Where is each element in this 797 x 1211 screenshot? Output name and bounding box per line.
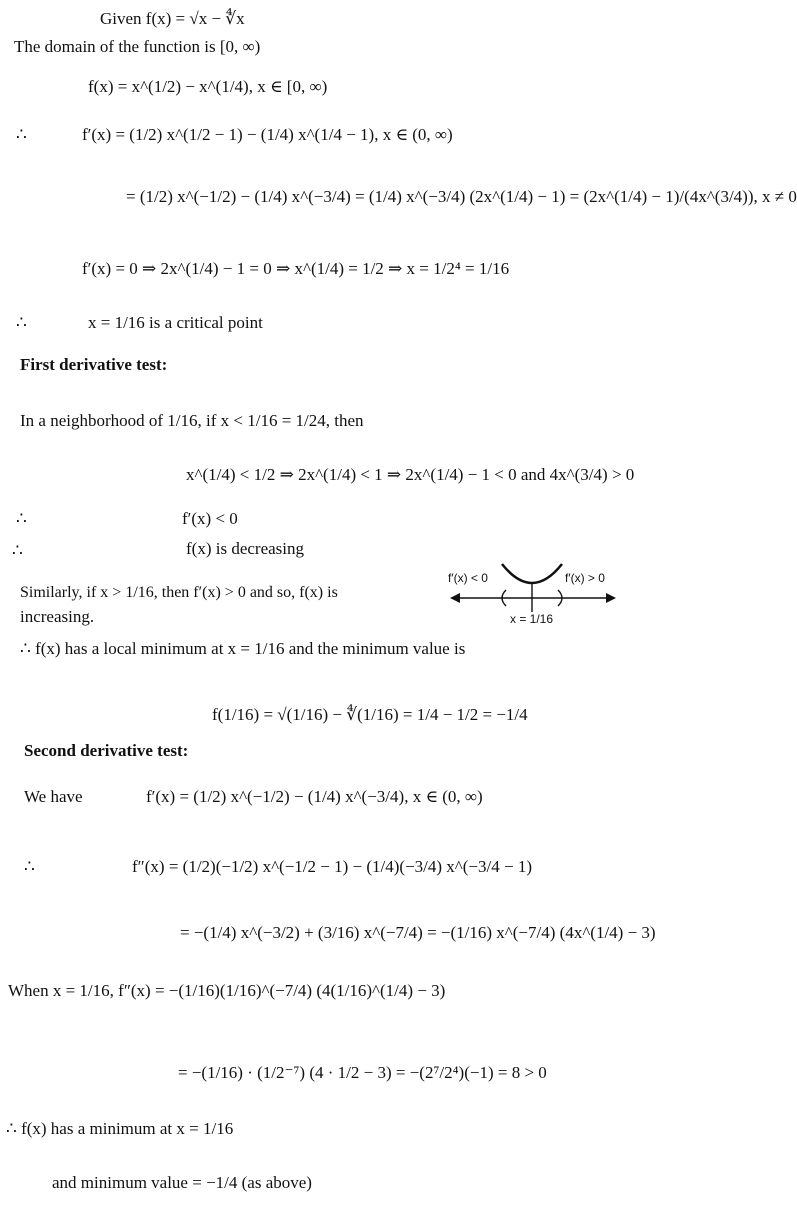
therefore-symbol: ∴ <box>16 125 27 144</box>
therefore-symbol-3: ∴ <box>16 509 27 528</box>
f-prime-line-1: f′(x) = (1/2) x^(1/2 − 1) − (1/4) x^(1/4 − 1), x ∈ (0, ∞) <box>82 125 453 144</box>
we-have-label: We have <box>24 787 83 806</box>
curve-shape <box>502 564 562 583</box>
fprime-negative-line: f′(x) < 0 <box>182 509 238 528</box>
domain-line: The domain of the function is [0, ∞) <box>14 37 261 56</box>
given-line: Given f(x) = √x − ∜x <box>100 9 245 28</box>
therefore-symbol-2: ∴ <box>16 313 27 332</box>
f-double-prime-line-2: = −(1/4) x^(−3/2) + (3/16) x^(−7/4) = −(1/16) x^(−7/4) (4x^(1/4) − 3) <box>180 923 656 942</box>
therefore-symbol-4: ∴ <box>12 541 23 560</box>
f-double-prime-line-1: f″(x) = (1/2)(−1/2) x^(−1/2 − 1) − (1/4)(−3/4) x^(−3/4 − 1) <box>132 857 532 876</box>
diagram-right-label: f′(x) > 0 <box>565 571 605 585</box>
decreasing-line: f(x) is decreasing <box>186 539 305 558</box>
f-prime-zero-line: f′(x) = 0 ⇒ 2x^(1/4) − 1 = 0 ⇒ x^(1/4) = 1/2 ⇒ x = 1/2⁴ = 1/16 <box>82 259 510 278</box>
when-line: When x = 1/16, f″(x) = −(1/16)(1/16)^(−7/4) (4(1/16)^(1/4) − 3) <box>8 981 446 1000</box>
and-minimum-value-line: and minimum value = −1/4 (as above) <box>52 1173 312 1192</box>
diagram-left-label: f′(x) < 0 <box>448 571 488 585</box>
second-derivative-heading: Second derivative test: <box>24 741 189 760</box>
minimum-value-line: f(1/16) = √(1/16) − ∜(1/16) = 1/4 − 1/2 = −1/4 <box>212 705 528 724</box>
increasing-line: increasing. <box>20 607 95 626</box>
evaluation-line: = −(1/16) · (1/2⁻⁷) (4 · 1/2 − 3) = −(2⁷/2⁴)(−1) = 8 > 0 <box>178 1063 547 1082</box>
critical-point-line: x = 1/16 is a critical point <box>88 313 263 332</box>
first-derivative-heading: First derivative test: <box>20 355 168 374</box>
neighborhood-line: In a neighborhood of 1/16, if x < 1/16 = 1/24, then <box>20 411 364 430</box>
arrow-left-icon <box>450 593 460 603</box>
f-prime-line-2: = (1/2) x^(−1/2) − (1/4) x^(−3/4) = (1/4) x^(−3/4) (2x^(1/4) − 1) = (2x^(1/4) − 1)/(4x^(3/4)), x ≠ 0 <box>126 187 797 206</box>
inequality-line: x^(1/4) < 1/2 ⇒ 2x^(1/4) < 1 ⇒ 2x^(1/4) − 1 < 0 and 4x^(3/4) > 0 <box>186 465 635 484</box>
has-minimum-line: ∴ f(x) has a minimum at x = 1/16 <box>6 1119 234 1138</box>
f-power-line: f(x) = x^(1/2) − x^(1/4), x ∈ [0, ∞) <box>88 77 328 96</box>
arrow-right-icon <box>606 593 616 603</box>
diagram-x-label: x = 1/16 <box>510 612 554 626</box>
similarly-line: Similarly, if x > 1/16, then f′(x) > 0 and so, f(x) is <box>20 584 338 601</box>
local-minimum-line: ∴ f(x) has a local minimum at x = 1/16 and the minimum value is <box>20 639 466 658</box>
therefore-symbol-5: ∴ <box>24 857 35 876</box>
fprime-again-line: f′(x) = (1/2) x^(−1/2) − (1/4) x^(−3/4), x ∈ (0, ∞) <box>146 787 483 806</box>
